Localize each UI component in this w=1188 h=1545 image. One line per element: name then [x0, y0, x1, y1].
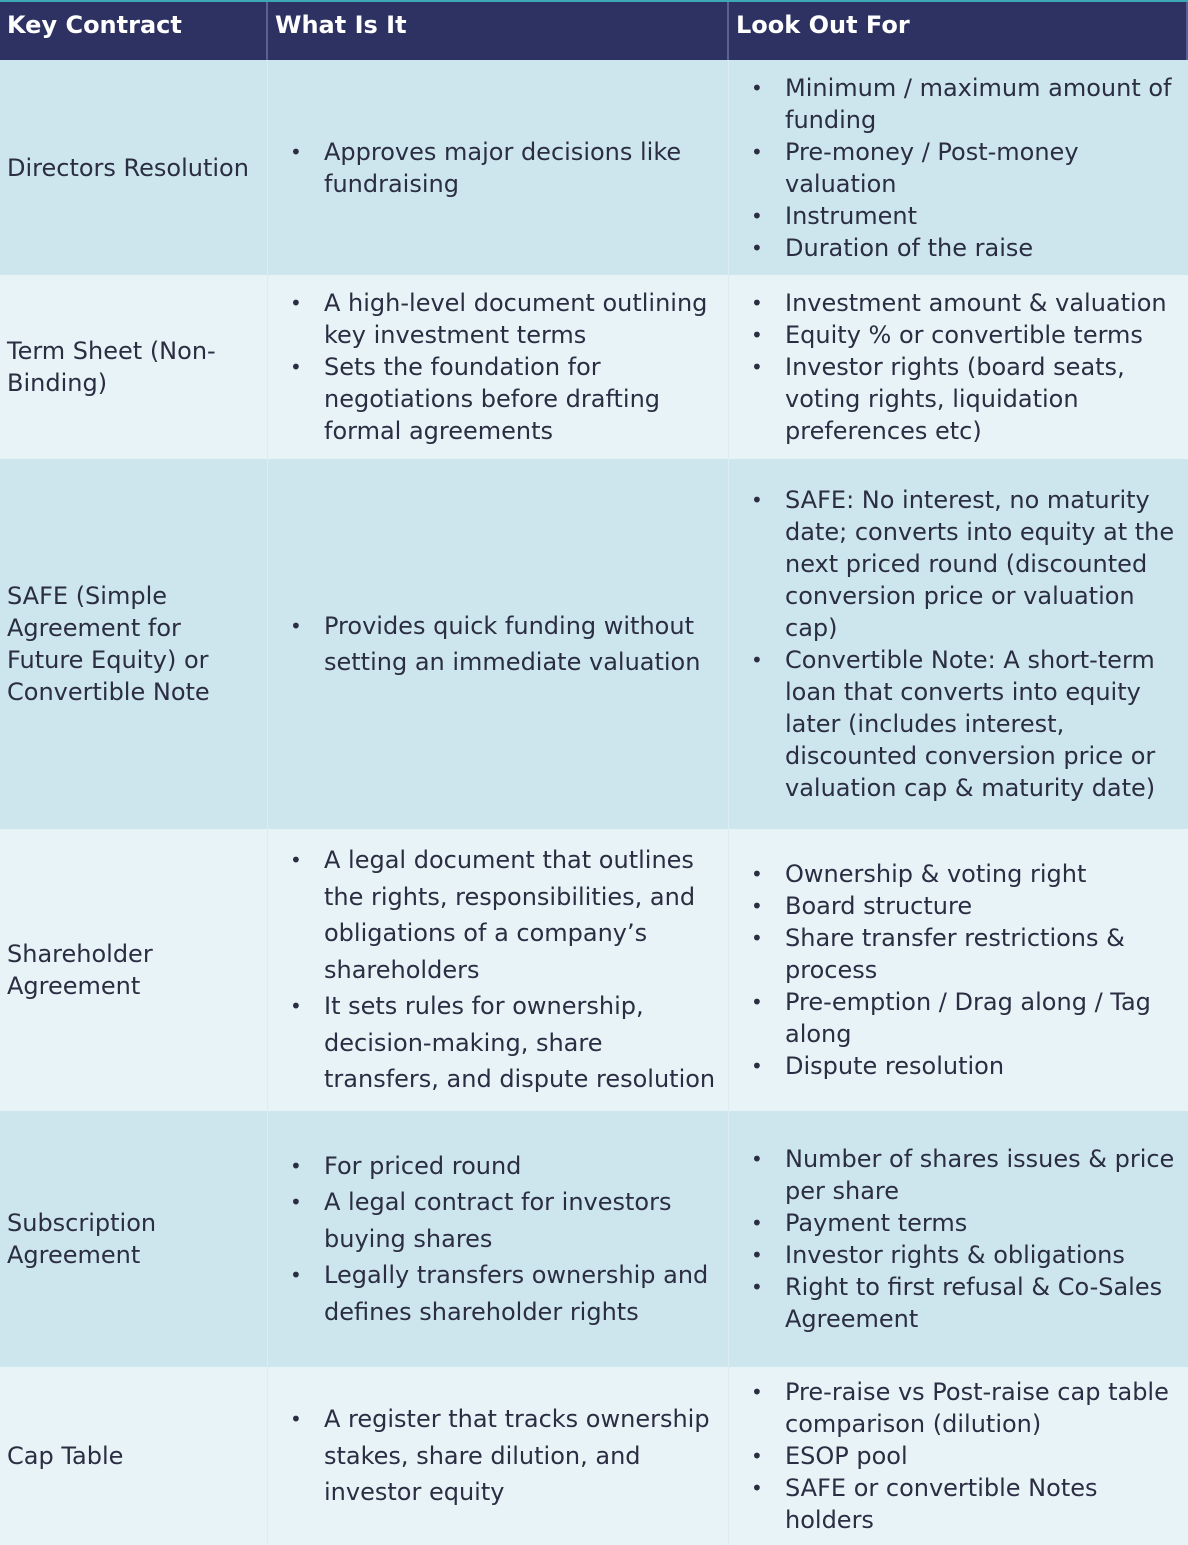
what-list: [284, 1148, 720, 1331]
list-item: • For priced round: [290, 1151, 522, 1180]
what-list: [284, 287, 720, 447]
row-directors-resolution-what: [268, 60, 729, 275]
what-list: [284, 842, 720, 1098]
list-item: • Investment amount & valuation: [751, 289, 1167, 317]
list-item: • Legally transfers ownership and defines shareholder rights: [290, 1261, 709, 1326]
list-item: • It sets rules for ownership, decision-making, share transfers, and dispute resolution: [290, 992, 716, 1094]
row-cap-table-contract: Cap Table: [0, 1367, 268, 1545]
list-item: • Minimum / maximum amount of funding: [751, 73, 1172, 134]
row-safe-what: [268, 459, 729, 829]
list-item: • SAFE or convertible Notes holders: [751, 1474, 1098, 1534]
header-look-out-for: Look Out For: [729, 2, 1188, 60]
list-item: • Board structure: [751, 892, 973, 920]
list-item: • Number of shares issues & price per share: [751, 1145, 1175, 1205]
list-item: • ESOP pool: [751, 1442, 908, 1470]
list-item: • Investor rights & obligations: [751, 1241, 1125, 1269]
row-shareholder-agreement-lookout: [729, 829, 1188, 1111]
list-item: • Share transfer restrictions & process: [751, 924, 1125, 984]
list-item: • Approves major decisions like fundraising: [290, 137, 682, 198]
row-directors-resolution-lookout: [729, 60, 1188, 275]
lookout-list: [745, 1376, 1180, 1536]
list-item: • Dispute resolution: [751, 1052, 1005, 1080]
list-item: • A high-level document outlining key investment terms: [290, 289, 708, 349]
list-item: • A legal contract for investors buying shares: [290, 1188, 672, 1253]
list-item: • A legal document that outlines the rights, responsibilities, and obligations of a company’s shareholders: [290, 846, 696, 984]
row-term-sheet-contract: Term Sheet (Non-Binding): [0, 275, 268, 459]
lookout-list: [745, 484, 1180, 804]
row-safe-lookout: [729, 459, 1188, 829]
row-term-sheet-what: [268, 275, 729, 459]
lookout-list: [745, 72, 1180, 264]
what-list: [284, 608, 720, 681]
list-item: • Convertible Note: A short-term loan that converts into equity later (includes interest, discounted conversion price or valuation cap & maturity date): [751, 646, 1156, 802]
what-list: [284, 1401, 720, 1511]
list-item: • Investor rights (board seats, voting rights, liquidation preferences etc): [751, 353, 1125, 445]
row-cap-table-lookout: [729, 1367, 1188, 1545]
list-item: • Payment terms: [751, 1209, 968, 1237]
what-list: [284, 136, 720, 200]
row-subscription-agreement-contract: Subscription Agreement: [0, 1111, 268, 1367]
list-item: • Ownership & voting right: [751, 860, 1087, 888]
row-safe-contract: SAFE (Simple Agreement for Future Equity) or Convertible Note: [0, 459, 268, 829]
list-item: • Equity % or convertible terms: [751, 321, 1143, 349]
list-item: • Provides quick funding without setting an immediate valuation: [290, 611, 701, 676]
list-item: • Duration of the raise: [751, 233, 1034, 262]
lookout-list: [745, 858, 1180, 1082]
row-shareholder-agreement-what: [268, 829, 729, 1111]
row-subscription-agreement-lookout: [729, 1111, 1188, 1367]
list-item: • Pre-raise vs Post-raise cap table comparison (dilution): [751, 1378, 1169, 1438]
list-item: • Instrument: [751, 201, 918, 230]
lookout-list: [745, 1143, 1180, 1335]
header-what-is-it: What Is It: [268, 2, 729, 60]
lookout-list: [745, 287, 1180, 447]
row-directors-resolution-contract: Directors Resolution: [0, 60, 268, 275]
row-term-sheet-lookout: [729, 275, 1188, 459]
row-cap-table-what: [268, 1367, 729, 1545]
list-item: • Pre-emption / Drag along / Tag along: [751, 988, 1151, 1048]
list-item: • Sets the foundation for negotiations before drafting formal agreements: [290, 353, 661, 445]
list-item: • Pre-money / Post-money valuation: [751, 137, 1079, 198]
row-shareholder-agreement-contract: Shareholder Agreement: [0, 829, 268, 1111]
header-key-contract: Key Contract: [0, 2, 268, 60]
list-item: • Right to first refusal & Co-Sales Agreement: [751, 1273, 1163, 1333]
list-item: • SAFE: No interest, no maturity date; converts into equity at the next priced round (discounted conversion price or valuation cap): [751, 486, 1175, 642]
list-item: • A register that tracks ownership stakes, share dilution, and investor equity: [290, 1405, 710, 1507]
row-subscription-agreement-what: [268, 1111, 729, 1367]
